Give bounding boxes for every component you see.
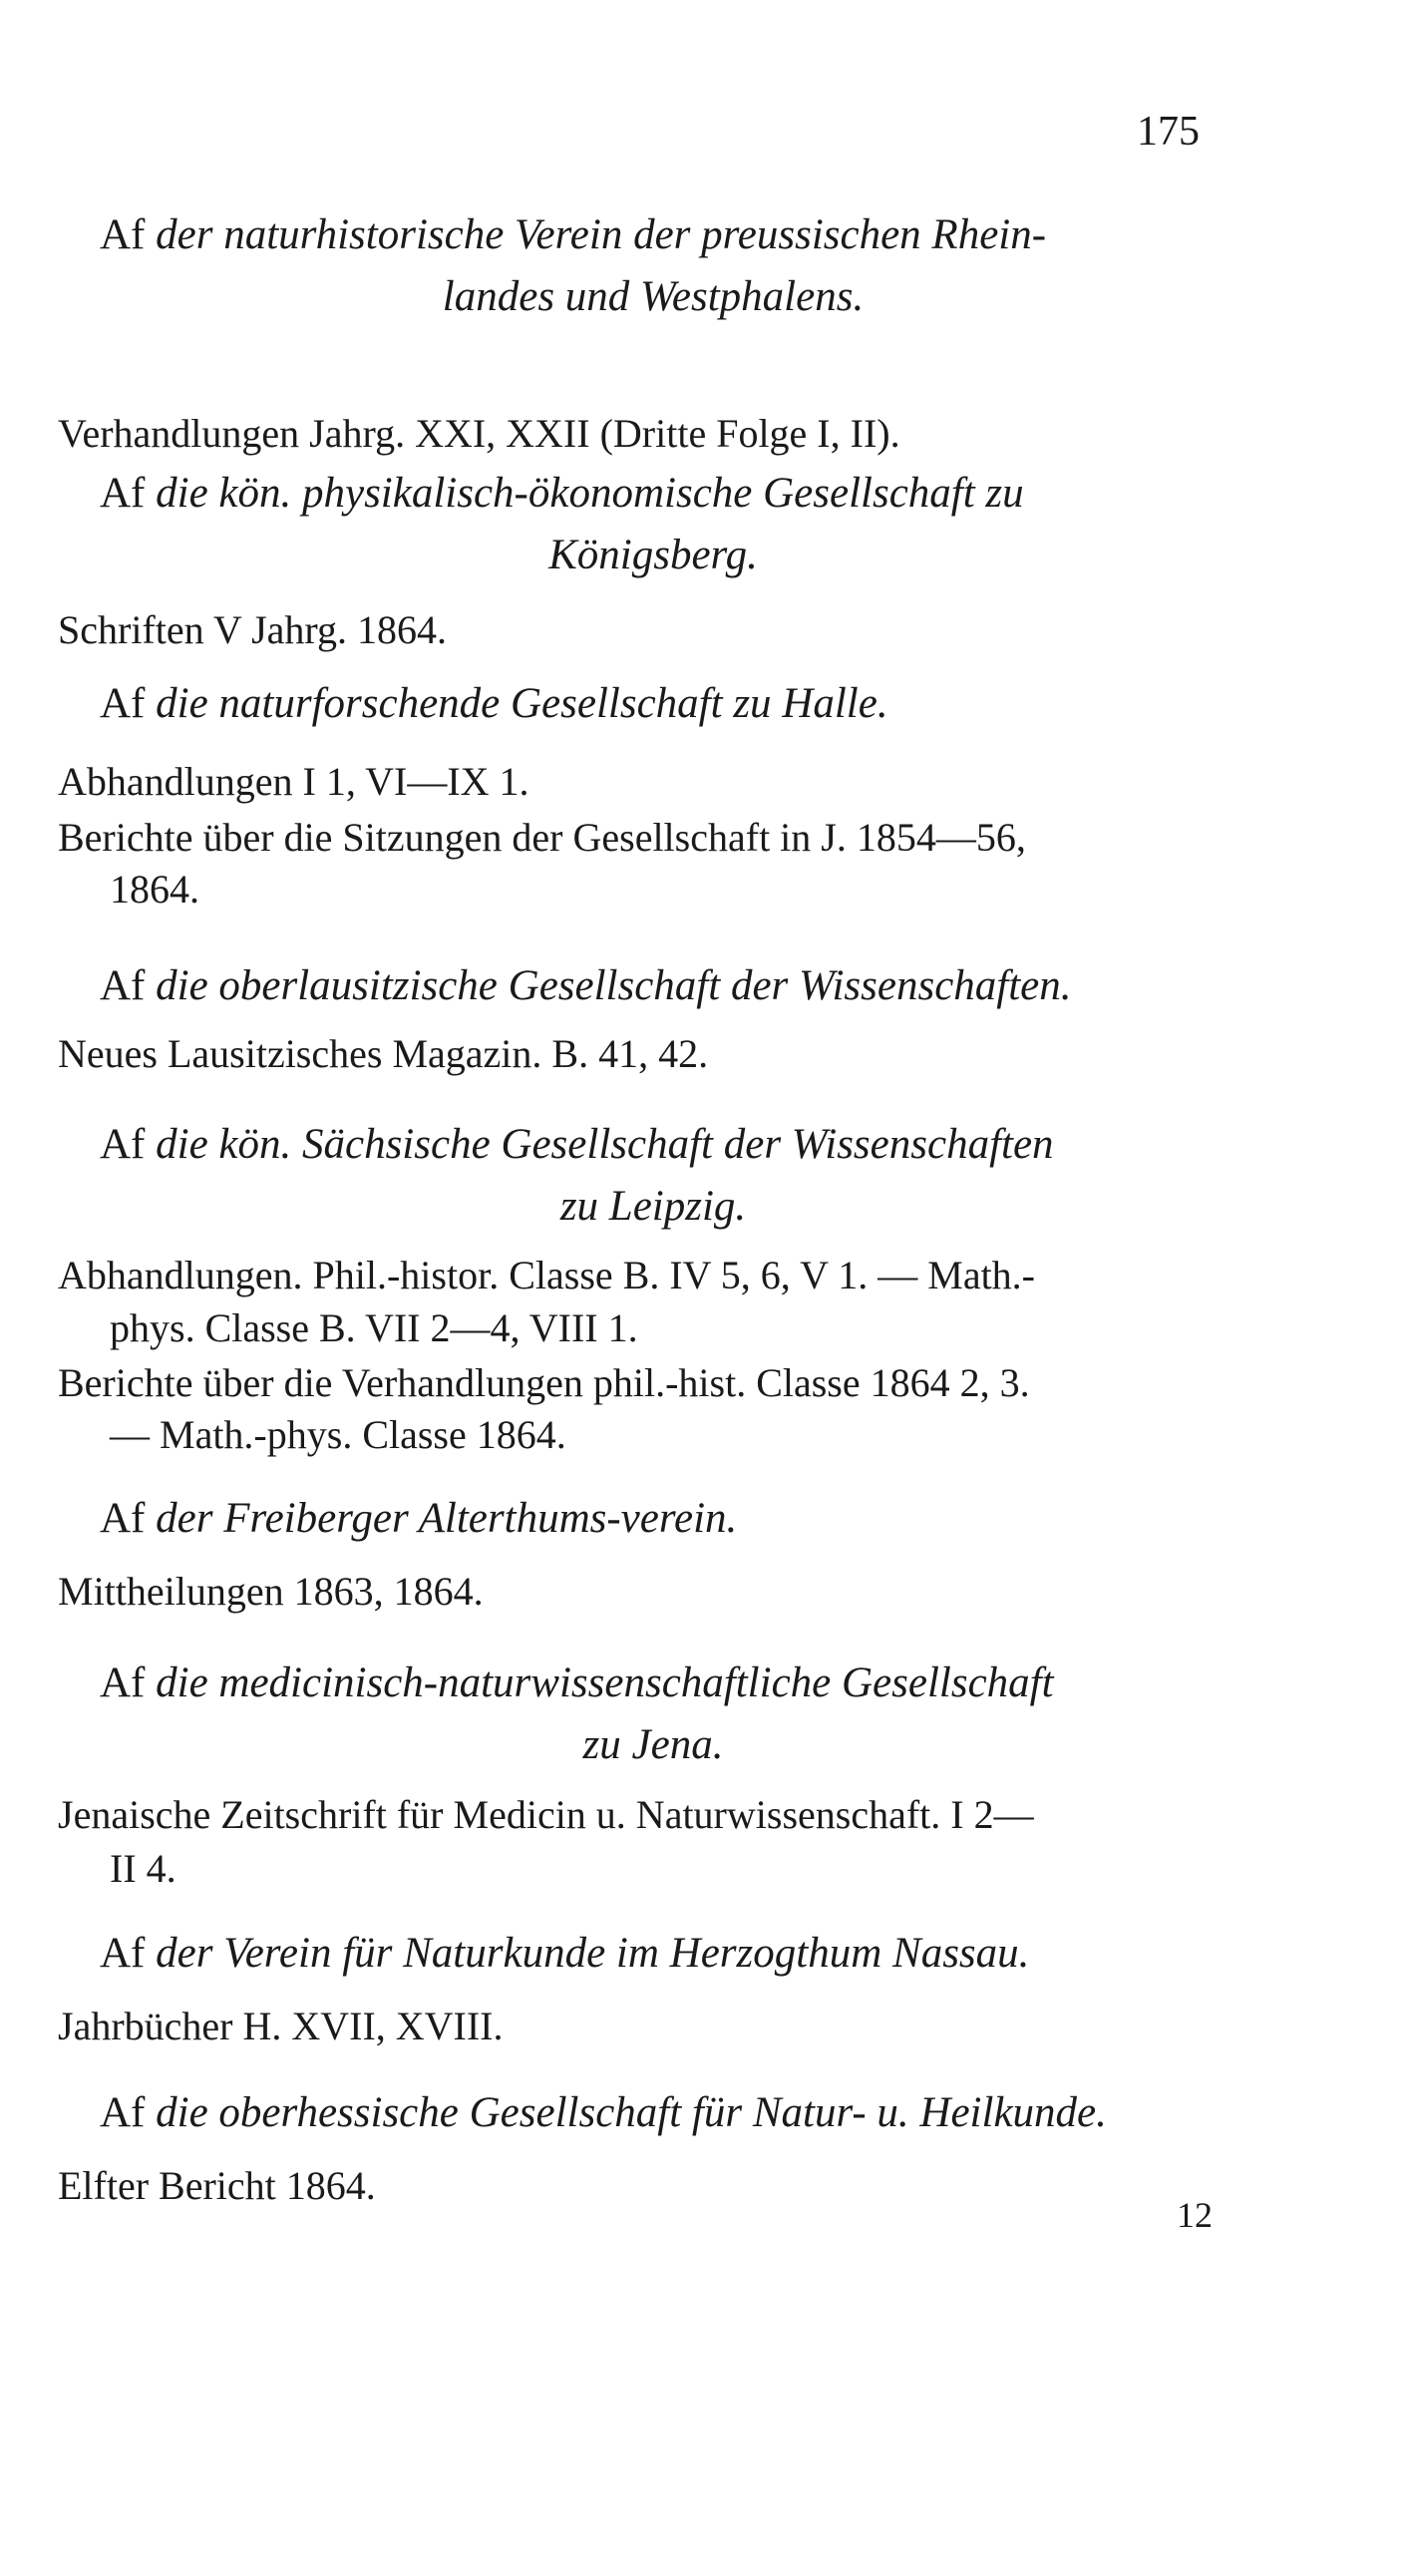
- society-title: der Verein für Naturkunde im Herzogthum Nassau.: [156, 1930, 1030, 1977]
- publication-line: Berichte über die Sitzungen der Gesellschaft in J. 1854—56,: [58, 815, 1026, 860]
- entry-heading: [100, 955, 1072, 1017]
- entry-heading: [100, 1114, 1207, 1238]
- society-title: die oberhessische Gesellschaft für Natur- u. Heilkunde.: [156, 2089, 1107, 2136]
- af-label: Af: [100, 1930, 146, 1977]
- society-title-continued: zu Leipzig.: [559, 1183, 747, 1230]
- publication-line: Jahrbücher H. XVII, XVIII.: [58, 2004, 504, 2048]
- af-label: Af: [100, 211, 146, 258]
- publication-line: 1864.: [110, 867, 199, 912]
- af-label: Af: [100, 470, 146, 517]
- publication-line: Verhandlungen Jahrg. XXI, XXII (Dritte Folge I, II).: [58, 411, 900, 456]
- signature-mark: 12: [1177, 2195, 1213, 2235]
- publication-line: II 4.: [110, 1846, 176, 1891]
- af-label: Af: [100, 2089, 146, 2136]
- society-title: der naturhistorische Verein der preussischen Rhein-: [156, 211, 1047, 258]
- publication-line: phys. Classe B. VII 2—4, VIII 1.: [110, 1305, 638, 1350]
- entry-heading: [100, 1488, 737, 1550]
- society-title: der Freiberger Alterthums-verein.: [156, 1495, 738, 1542]
- society-title-continued: zu Jena.: [582, 1721, 724, 1768]
- publication-line: Abhandlungen. Phil.-histor. Classe B. IV 5, 6, V 1. — Math.-: [58, 1253, 1035, 1297]
- society-title-continued: landes und Westphalens.: [442, 273, 865, 320]
- publication-line: Jenaische Zeitschrift für Medicin u. Naturwissenschaft. I 2—: [58, 1792, 1034, 1837]
- publication-line: Abhandlungen I 1, VI—IX 1.: [58, 759, 529, 804]
- entry-heading: [100, 463, 1207, 586]
- publication-line: Berichte über die Verhandlungen phil.-hist. Classe 1864 2, 3.: [58, 1360, 1030, 1405]
- society-title-continued: Königsberg.: [548, 532, 758, 578]
- publication-line: Mittheilungen 1863, 1864.: [58, 1569, 484, 1614]
- publication-line: — Math.-phys. Classe 1864.: [110, 1412, 566, 1457]
- af-label: Af: [100, 680, 146, 727]
- af-label: Af: [100, 1659, 146, 1706]
- page-number: 175: [1137, 109, 1200, 155]
- af-label: Af: [100, 1121, 146, 1168]
- entry-heading: [100, 673, 888, 735]
- publication-line: Neues Lausitzisches Magazin. B. 41, 42.: [58, 1031, 709, 1076]
- entry-heading: [100, 1653, 1207, 1776]
- entry-heading: [100, 2082, 1107, 2144]
- society-title: die kön. Sächsische Gesellschaft der Wissenschaften: [156, 1121, 1054, 1168]
- society-title: die kön. physikalisch-ökonomische Gesellschaft zu: [156, 470, 1024, 517]
- society-title: die medicinisch-naturwissenschaftliche Gesellschaft: [156, 1659, 1054, 1706]
- society-title: die oberlausitzische Gesellschaft der Wissenschaften.: [156, 962, 1072, 1009]
- publication-line: Elfter Bericht 1864.: [58, 2163, 376, 2208]
- entry-heading: [100, 1923, 1029, 1985]
- af-label: Af: [100, 1495, 146, 1542]
- entry-heading: [100, 204, 1207, 328]
- af-label: Af: [100, 962, 146, 1009]
- society-title: die naturforschende Gesellschaft zu Halle.: [156, 680, 888, 727]
- publication-line: Schriften V Jahrg. 1864.: [58, 607, 447, 652]
